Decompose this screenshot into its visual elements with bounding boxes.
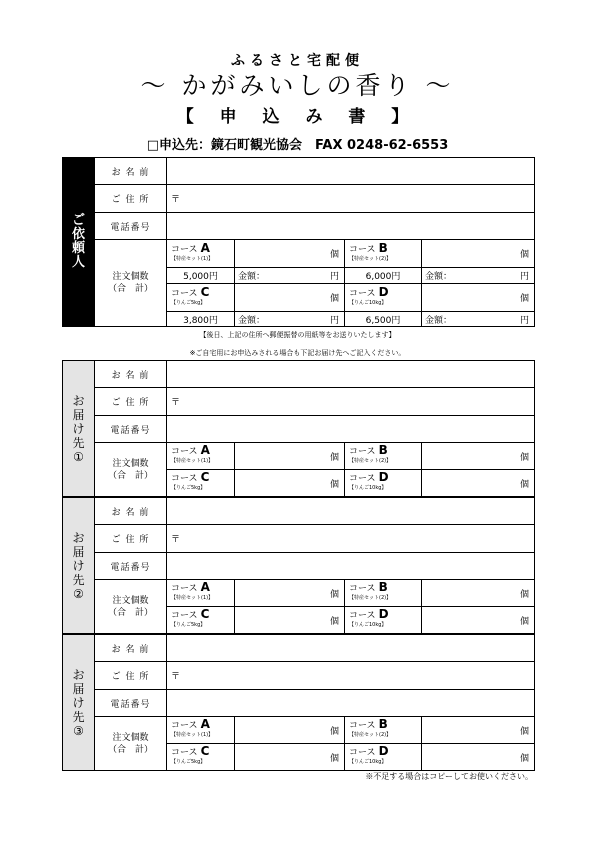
- course-c-label: コース C 【りんご5kg】: [167, 744, 235, 771]
- delivery3-name-field[interactable]: [167, 635, 535, 662]
- order-qty-label: 注文個数 （合 計）: [95, 443, 167, 497]
- course-c-amount-field[interactable]: 金額： 円: [235, 312, 345, 327]
- course-b-qty-field[interactable]: 個: [422, 240, 535, 268]
- delivery2-phone-field[interactable]: [167, 553, 535, 580]
- delivery3-course-b-qty[interactable]: 個: [422, 717, 535, 744]
- contact-line: □申込先：鏡石町観光協会 FAX 0248-62-6553: [146, 138, 449, 153]
- delivery2-course-b-qty[interactable]: 個: [422, 580, 535, 607]
- course-c-price: 3,800円: [167, 312, 235, 327]
- delivery2-course-c-qty[interactable]: 個: [235, 607, 345, 634]
- course-b-label: コース B 【特産セット(2)】: [345, 717, 422, 744]
- address-label: ご 住 所: [95, 525, 167, 553]
- course-a-label: コース A 【特産セット(1)】: [167, 240, 235, 268]
- course-a-amount-field[interactable]: 金額： 円: [235, 268, 345, 284]
- course-b-label: コース B 【特産セット(2)】: [345, 580, 422, 607]
- delivery-side-label-2: お届け先②: [63, 498, 95, 634]
- course-c-label: コース C 【りんご5kg】: [167, 470, 235, 497]
- delivery-table-2: [62, 497, 535, 634]
- delivery1-phone-field[interactable]: [167, 416, 535, 443]
- phone-label: 電話番号: [95, 416, 167, 443]
- delivery3-phone-field[interactable]: [167, 690, 535, 717]
- delivery-side-label-3: お届け先③: [63, 635, 95, 771]
- postal-mark: 〒: [171, 535, 181, 545]
- course-a-label: コース A 【特産セット(1)】: [167, 717, 235, 744]
- delivery1-name-field[interactable]: [167, 361, 535, 388]
- course-d-qty-field[interactable]: 個: [422, 284, 535, 312]
- copy-note: ※不足する場合はコピーしてお使いください。: [365, 772, 533, 781]
- order-qty-label: 注文個数 （合 計）: [95, 580, 167, 634]
- form-subtitle: ふるさと宅配便: [231, 53, 364, 69]
- delivery1-address-field[interactable]: [167, 388, 535, 416]
- requester-address-field[interactable]: [167, 185, 535, 213]
- postal-mark: 〒: [171, 195, 181, 205]
- name-label: お 名 前: [95, 361, 167, 388]
- requester-side-label: ご依頼人: [63, 158, 95, 327]
- name-label: お 名 前: [95, 158, 167, 185]
- order-qty-label: 注文個数 （合 計）: [95, 240, 167, 327]
- course-c-qty-field[interactable]: 個: [235, 284, 345, 312]
- course-b-label: コース B 【特産セット(2)】: [345, 240, 422, 268]
- delivery-side-label-1: お届け先①: [63, 361, 95, 497]
- delivery2-course-d-qty[interactable]: 個: [422, 607, 535, 634]
- delivery2-course-a-qty[interactable]: 個: [235, 580, 345, 607]
- order-qty-label: 注文個数 （合 計）: [95, 717, 167, 771]
- phone-label: 電話番号: [95, 213, 167, 240]
- delivery3-course-d-qty[interactable]: 個: [422, 744, 535, 771]
- address-label: ご 住 所: [95, 185, 167, 213]
- requester-table: [62, 157, 535, 327]
- phone-label: 電話番号: [95, 690, 167, 717]
- address-label: ご 住 所: [95, 662, 167, 690]
- course-d-label: コース D 【りんご10kg】: [345, 607, 422, 634]
- course-a-price: 5,000円: [167, 268, 235, 284]
- delivery2-address-field[interactable]: [167, 525, 535, 553]
- course-d-label: コース D 【りんご10kg】: [345, 470, 422, 497]
- delivery-table-3: [62, 634, 535, 771]
- self-use-note: ※ご自宅用にお申込みされる場合も下記お届け先へご記入ください。: [189, 349, 406, 357]
- postal-mark: 〒: [171, 398, 181, 408]
- delivery1-course-c-qty[interactable]: 個: [235, 470, 345, 497]
- requester-name-field[interactable]: [167, 158, 535, 185]
- requester-phone-field[interactable]: [167, 213, 535, 240]
- course-a-qty-field[interactable]: 個: [235, 240, 345, 268]
- delivery3-address-field[interactable]: [167, 662, 535, 690]
- course-c-label: コース C 【りんご5kg】: [167, 607, 235, 634]
- name-label: お 名 前: [95, 635, 167, 662]
- course-b-price: 6,000円: [345, 268, 422, 284]
- delivery2-name-field[interactable]: [167, 498, 535, 525]
- delivery1-course-d-qty[interactable]: 個: [422, 470, 535, 497]
- delivery1-course-b-qty[interactable]: 個: [422, 443, 535, 470]
- course-b-label: コース B 【特産セット(2)】: [345, 443, 422, 470]
- postal-mark: 〒: [171, 672, 181, 682]
- delivery3-course-a-qty[interactable]: 個: [235, 717, 345, 744]
- course-a-label: コース A 【特産セット(1)】: [167, 443, 235, 470]
- delivery-table-1: [62, 360, 535, 497]
- course-d-label: コース D 【りんご10kg】: [345, 744, 422, 771]
- postal-transfer-note: 【後日、上記の住所へ郵便振替の用紙等をお送りいたします】: [199, 331, 396, 339]
- form-title-main: ～ かがみいしの香り ～: [140, 71, 455, 100]
- name-label: お 名 前: [95, 498, 167, 525]
- address-label: ご 住 所: [95, 388, 167, 416]
- phone-label: 電話番号: [95, 553, 167, 580]
- course-d-amount-field[interactable]: 金額： 円: [422, 312, 535, 327]
- course-b-amount-field[interactable]: 金額： 円: [422, 268, 535, 284]
- course-c-label: コース C 【りんご5kg】: [167, 284, 235, 312]
- course-d-price: 6,500円: [345, 312, 422, 327]
- delivery3-course-c-qty[interactable]: 個: [235, 744, 345, 771]
- delivery1-course-a-qty[interactable]: 個: [235, 443, 345, 470]
- course-d-label: コース D 【りんご10kg】: [345, 284, 422, 312]
- course-a-label: コース A 【特産セット(1)】: [167, 580, 235, 607]
- application-form-title: 【 申 込 み 書 】: [176, 107, 419, 127]
